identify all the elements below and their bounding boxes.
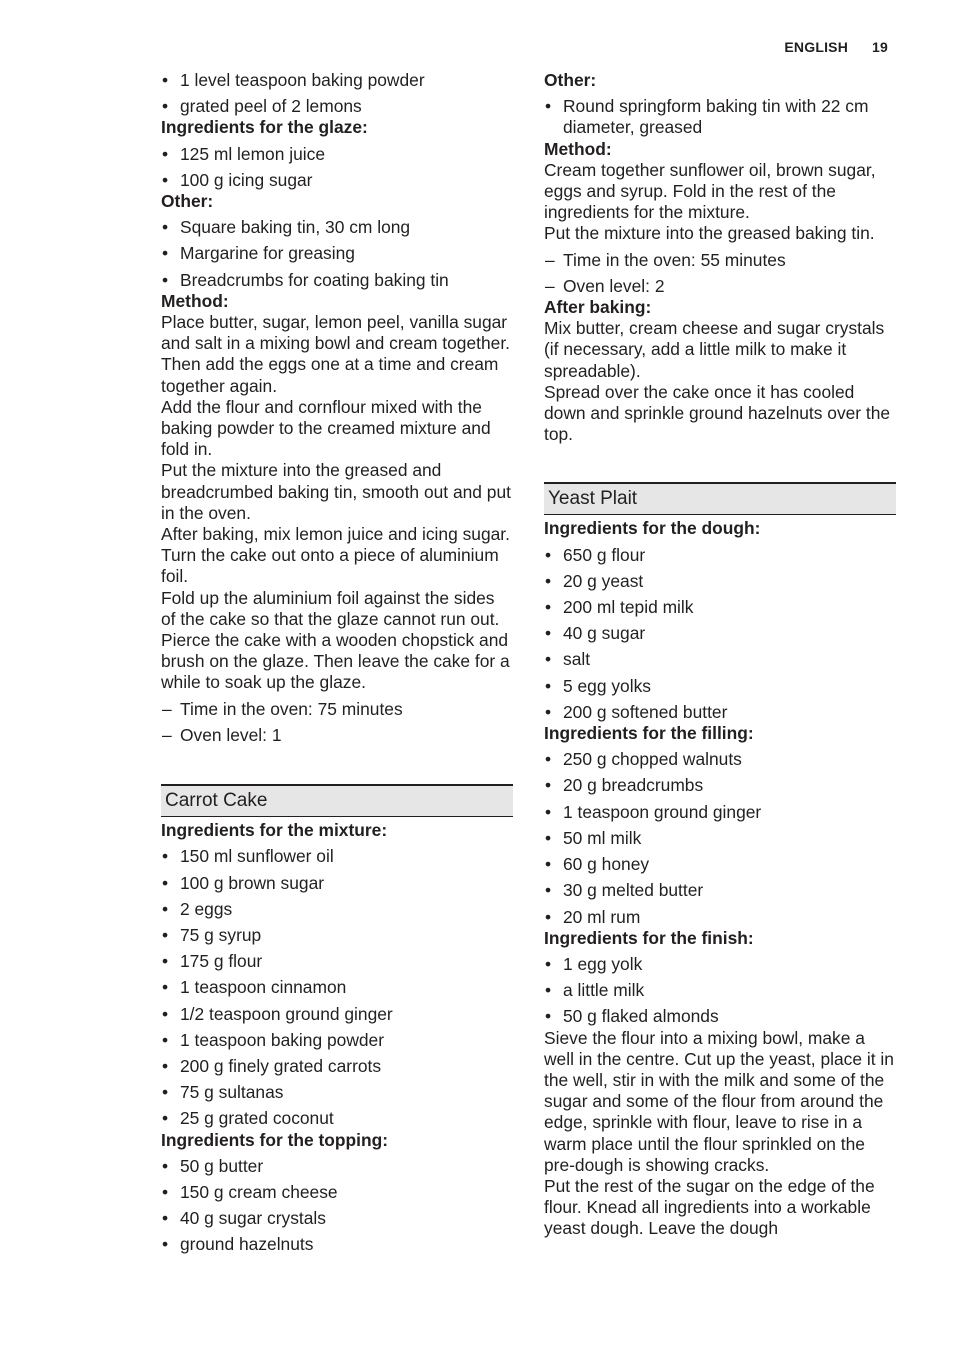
list-item: • grated peel of 2 lemons <box>161 96 513 117</box>
after-paragraph: Mix butter, cream cheese and sugar crystals (if necessary, add a little milk to make it spreadable). <box>544 318 885 381</box>
list-item: • ground hazelnuts <box>161 1234 513 1255</box>
mixture-heading: Ingredients for the mixture: <box>161 820 388 841</box>
list-item: • 1/2 teaspoon ground ginger <box>161 1004 513 1025</box>
page-header <box>784 39 888 55</box>
list-item: • 100 g icing sugar <box>161 170 513 191</box>
method-paragraph: Sieve the flour into a mixing bowl, make a well in the centre. Cut up the yeast, place it in the well, stir in with the milk and some of the sugar and some of the flour from around the edge, sprinkle with flour, leave to rise in a warm place until the flour sprinkled on the pre-dough is showing cracks. <box>544 1027 894 1175</box>
section-title-carrot-cake: Carrot Cake <box>161 784 513 817</box>
list-item: • 200 ml tepid milk <box>544 597 896 618</box>
list-item: • 5 egg yolks <box>544 676 896 697</box>
list-item: • 150 ml sunflower oil <box>161 846 513 867</box>
list-item: • 60 g honey <box>544 854 896 875</box>
list-item: • 75 g sultanas <box>161 1082 513 1103</box>
list-item: • 20 g breadcrumbs <box>544 775 896 796</box>
method-heading: Method: <box>161 290 229 311</box>
list-item: • 50 ml milk <box>544 828 896 849</box>
oven-time: – Time in the oven: 75 minutes <box>161 699 513 720</box>
page-number: 19 <box>872 39 888 55</box>
method-heading: Method: <box>544 138 612 159</box>
method-paragraph: After baking, mix lemon juice and icing sugar. Turn the cake out onto a piece of aluminium foil. <box>161 524 510 587</box>
list-item: • a little milk <box>544 980 896 1001</box>
method-paragraph: Put the rest of the sugar on the edge of the flour. Knead all ingredients into a workable yeast dough. Leave the dough <box>544 1175 875 1239</box>
finish-heading: Ingredients for the finish: <box>544 927 754 948</box>
list-item: • 175 g flour <box>161 951 513 972</box>
list-item: • 200 g softened butter <box>544 702 896 723</box>
method-paragraph: Add the flour and cornflour mixed with the baking powder to the creamed mixture and fold in. <box>161 396 491 460</box>
oven-time: – Time in the oven: 55 minutes <box>544 250 896 271</box>
list-item: • 150 g cream cheese <box>161 1182 513 1203</box>
after-baking-heading: After baking: <box>544 297 652 318</box>
list-item: • 200 g finely grated carrots <box>161 1056 513 1077</box>
list-item: • salt <box>544 649 896 670</box>
list-item: • Margarine for greasing <box>161 243 513 264</box>
section-title-yeast-plait: Yeast Plait <box>544 482 896 515</box>
list-item: • 125 ml lemon juice <box>161 144 513 165</box>
list-item: • 40 g sugar <box>544 623 896 644</box>
list-item: • 50 g butter <box>161 1156 513 1177</box>
list-item: • 250 g chopped walnuts <box>544 749 896 770</box>
list-item: • 25 g grated coconut <box>161 1108 513 1129</box>
list-item: • 30 g melted butter <box>544 880 896 901</box>
oven-level: – Oven level: 1 <box>161 725 513 746</box>
list-item: • 2 eggs <box>161 899 513 920</box>
spacer <box>544 445 896 482</box>
list-item: • 1 teaspoon baking powder <box>161 1030 513 1051</box>
left-column <box>161 70 513 1256</box>
after-paragraph: Spread over the cake once it has cooled down and sprinkle ground hazelnuts over the top. <box>544 381 891 445</box>
method-paragraph: Cream together sunflower oil, brown sugar, eggs and syrup. Fold in the rest of the ingredients for the mixture. <box>544 159 876 223</box>
method-paragraph: Put the mixture into the greased baking tin. <box>544 223 875 244</box>
glaze-heading: Ingredients for the glaze: <box>161 117 368 138</box>
spacer <box>161 746 513 784</box>
list-item: • 1 teaspoon ground ginger <box>544 802 896 823</box>
filling-heading: Ingredients for the filling: <box>544 723 754 744</box>
list-item: • 1 egg yolk <box>544 954 896 975</box>
topping-heading: Ingredients for the topping: <box>161 1129 389 1150</box>
method-paragraph: Fold up the aluminium foil against the sides of the cake so that the glaze cannot run out. Pierce the cake with a wooden chopstick and brush on the glaze. Then leave the cake for a while to soak up the glaze. <box>161 587 510 693</box>
list-item: • 40 g sugar crystals <box>161 1208 513 1229</box>
list-item: • Round springform baking tin with 22 cm diameter, greased <box>544 96 896 138</box>
list-item: • 20 ml rum <box>544 907 896 928</box>
list-item: • 75 g syrup <box>161 925 513 946</box>
list-item: • 20 g yeast <box>544 571 896 592</box>
list-item: • 650 g flour <box>544 545 896 566</box>
list-item: • 1 teaspoon cinnamon <box>161 977 513 998</box>
right-column <box>544 70 896 1240</box>
other-heading: Other: <box>544 70 597 90</box>
oven-level: – Oven level: 2 <box>544 276 896 297</box>
method-paragraph: Place butter, sugar, lemon peel, vanilla sugar and salt in a mixing bowl and cream together. Then add the eggs one at a time and cream together again. <box>161 312 510 396</box>
list-item: • Breadcrumbs for coating baking tin <box>161 270 513 291</box>
list-item: • 1 level teaspoon baking powder <box>161 70 513 91</box>
list-item: • 50 g flaked almonds <box>544 1006 896 1027</box>
dough-heading: Ingredients for the dough: <box>544 518 761 539</box>
list-item: • 100 g brown sugar <box>161 873 513 894</box>
language-label: ENGLISH <box>784 39 849 55</box>
list-item: • Square baking tin, 30 cm long <box>161 217 513 238</box>
method-paragraph: Put the mixture into the greased and breadcrumbed baking tin, smooth out and put in the oven. <box>161 460 511 523</box>
other-heading: Other: <box>161 191 214 212</box>
